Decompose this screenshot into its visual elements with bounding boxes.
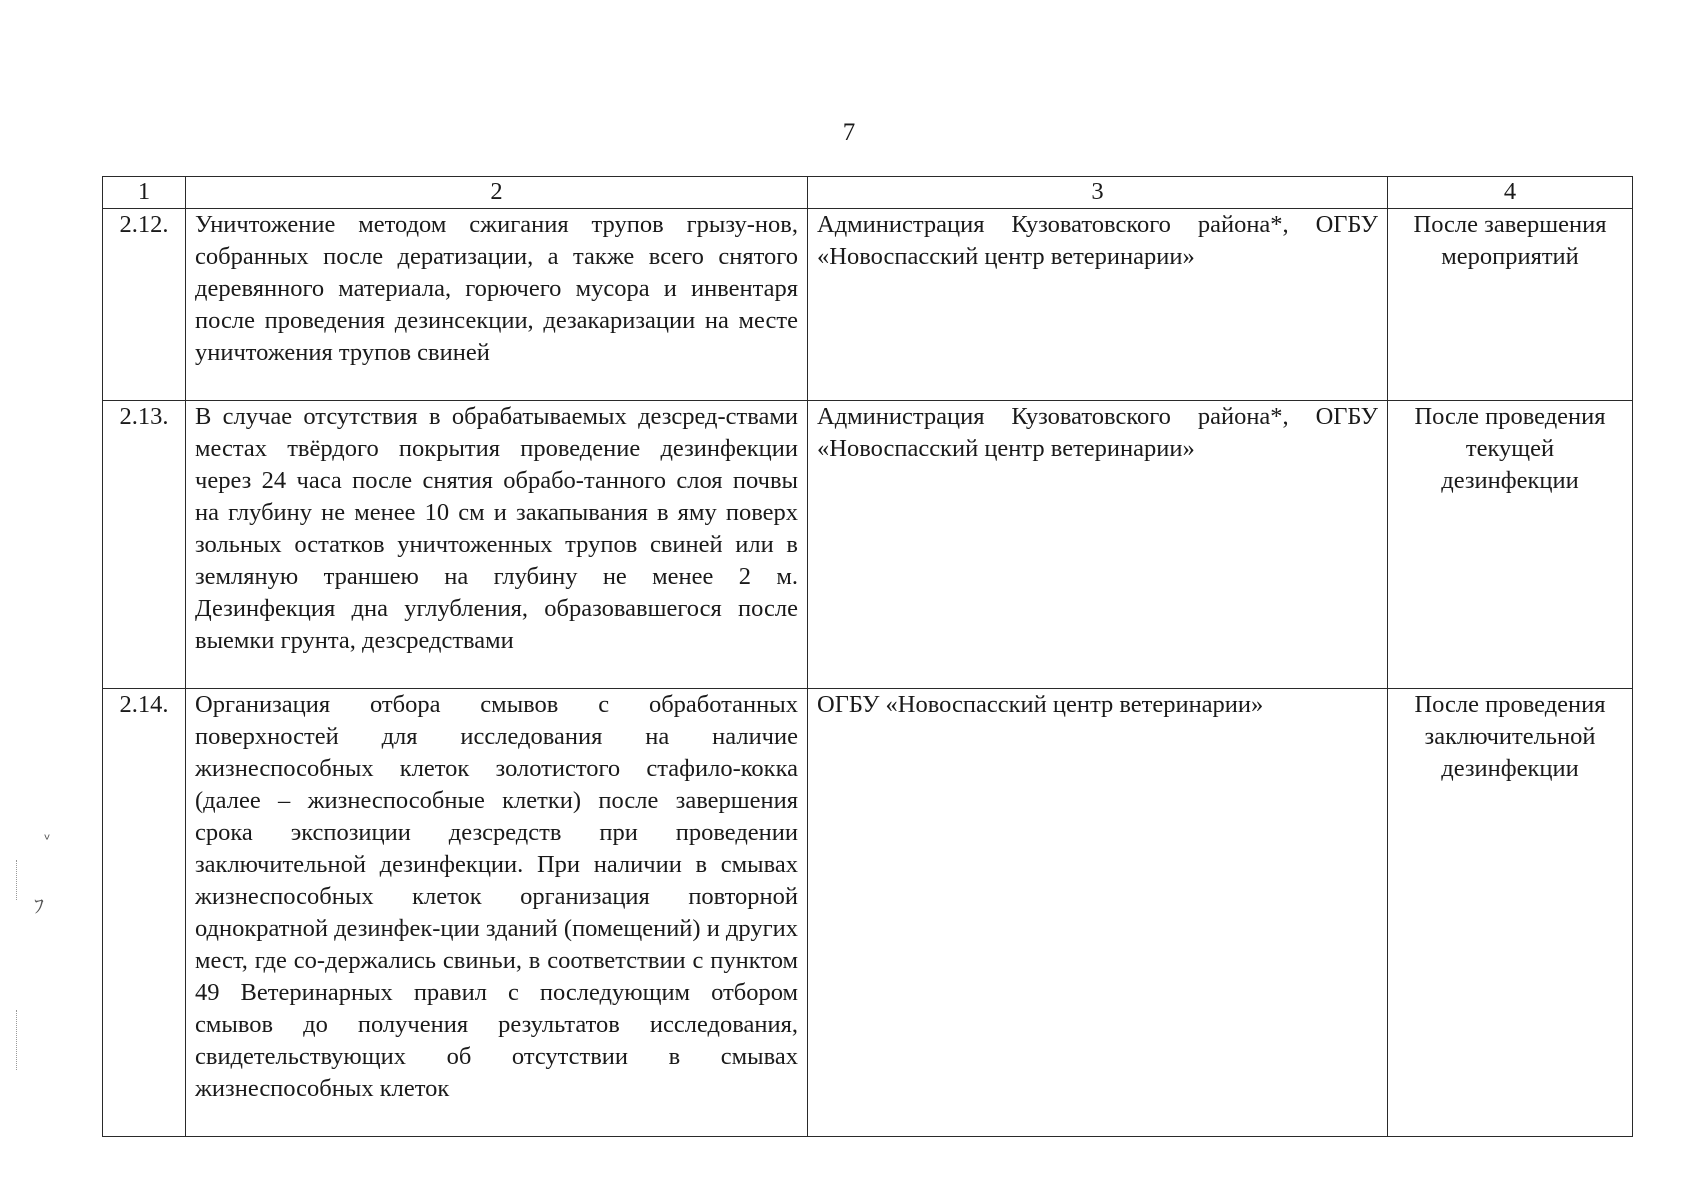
row-term: После проведения текущей дезинфекции xyxy=(1388,401,1633,689)
table-row xyxy=(103,689,1633,1137)
header-col-2: 2 xyxy=(186,177,808,209)
table-row xyxy=(103,209,1633,401)
header-col-1: 1 xyxy=(103,177,186,209)
page-number: 7 xyxy=(842,119,856,146)
measures-table xyxy=(102,176,1633,1137)
margin-scan-mark: ᵛ xyxy=(44,830,51,849)
row-number: 2.12. xyxy=(103,209,186,401)
row-responsible: Администрация Кузоватовского района*, ОГБУ «Новоспасский центр ветеринарии» xyxy=(808,401,1388,689)
row-description: Организация отбора смывов с обработанных поверхностей для исследования на наличие жизнеспособных клеток золотистого стафило-кокка (далее – жизнеспособные клетки) после завершения срока экспозиции дезсредств при проведении заключительной дезинфекции. При наличии в смывах жизнеспособных клеток организация повторной однократной дезинфек-ции зданий (помещений) и других мест, где со-держались свиньи, в соответствии с пунктом 49 Ветеринарных правил с последующим отбором смывов до получения результатов исследования, свидетельствующих об отсутствии в смывах жизнеспособных клеток xyxy=(186,689,808,1137)
table-row xyxy=(103,401,1633,689)
row-responsible: Администрация Кузоватовского района*, ОГБУ «Новоспасский центр ветеринарии» xyxy=(808,209,1388,401)
row-number: 2.14. xyxy=(103,689,186,1137)
table-header-row xyxy=(103,177,1633,209)
row-description: В случае отсутствия в обрабатываемых дезсред-ствами местах твёрдого покрытия проведение дезинфекции через 24 часа после снятия обрабо-танного слоя почвы на глубину не менее 10 см и закапывания в яму поверх зольных остатков уничтоженных трупов свиней или в земляную траншею на глубину не менее 2 м. Дезинфекция дна углубления, образовавшегося после выемки грунта, дезсредствами xyxy=(186,401,808,689)
header-col-3: 3 xyxy=(808,177,1388,209)
margin-dotted-line xyxy=(16,1010,17,1070)
header-col-4: 4 xyxy=(1388,177,1633,209)
margin-dotted-line xyxy=(16,860,17,900)
row-term: После проведения заключительной дезинфекции xyxy=(1388,689,1633,1137)
row-responsible: ОГБУ «Новоспасский центр ветеринарии» xyxy=(808,689,1388,1137)
row-description: Уничтожение методом сжигания трупов грызу-нов, собранных после дератизации, а также всего снятого деревянного материала, горючего мусора и инвентаря после проведения дезинсекции, дезакаризации на месте уничтожения трупов свиней xyxy=(186,209,808,401)
row-number: 2.13. xyxy=(103,401,186,689)
margin-scan-mark: ﾌ xyxy=(34,894,44,918)
row-term: После завершения мероприятий xyxy=(1388,209,1633,401)
